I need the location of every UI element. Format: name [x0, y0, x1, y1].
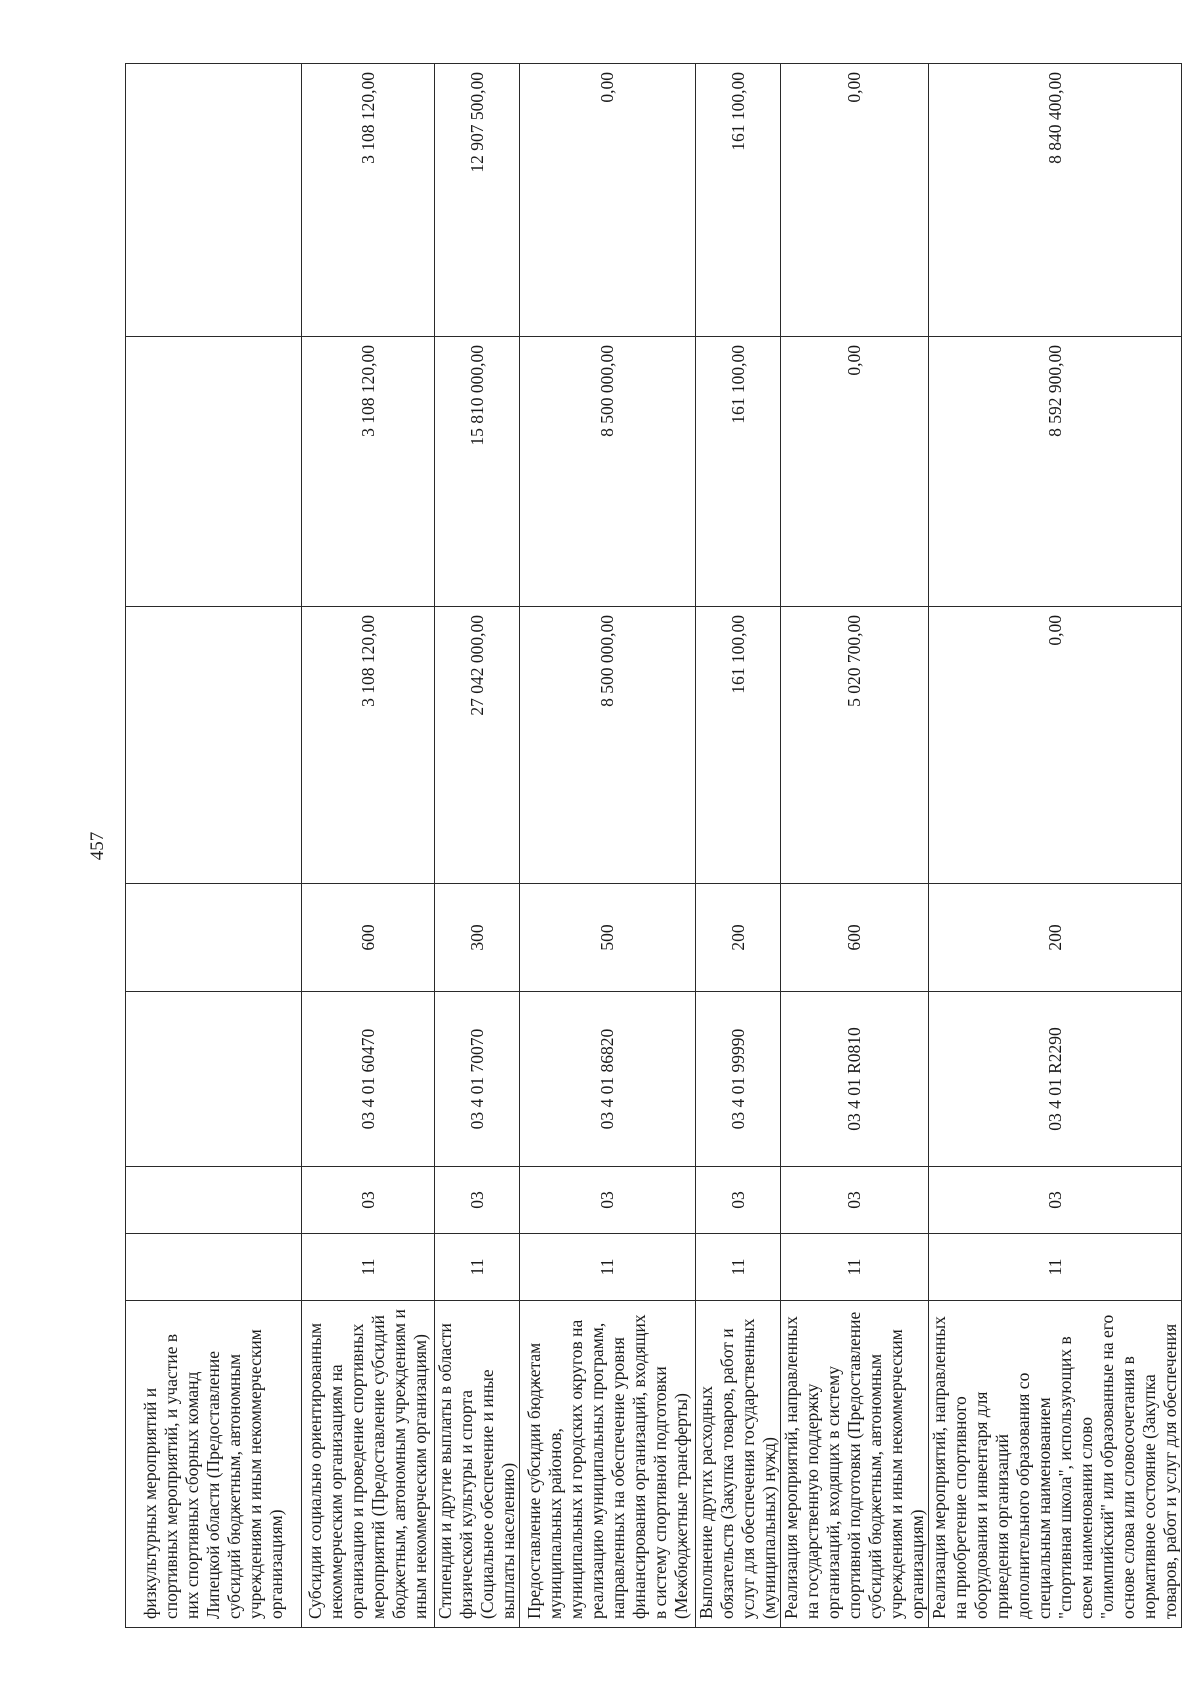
cell-description: Реализация мероприятий, направленных на государственную поддержку организаций, входящих в систему спортивной подготовки (Предоставление субсидий бюджетным, автономным учреждениям и иным некоммерческим организациям) — [781, 1301, 929, 1628]
cell-amount-3: 161 100,00 — [696, 64, 781, 337]
cell-amount-2: 15 810 000,00 — [435, 337, 520, 607]
cell-subsection: 03 — [929, 1167, 1182, 1234]
cell-expense-type: 500 — [520, 884, 696, 992]
cell-amount-3: 12 907 500,00 — [435, 64, 520, 337]
cell-expense-type: 600 — [302, 884, 435, 992]
page-number — [87, 831, 108, 861]
cell-section — [126, 1234, 302, 1301]
cell-expense-type: 200 — [696, 884, 781, 992]
table-row — [781, 64, 929, 1628]
cell-section: 11 — [302, 1234, 435, 1301]
cell-description: физкультурных мероприятий и спортивных мероприятий, и участие в них спортивных сборных команд Липецкой области (Предоставление субсидий бюджетным, автономным учреждениям и иным некоммерческим организациям) — [126, 1301, 302, 1628]
cell-description: Выполнение других расходных обязательств (Закупка товаров, работ и услуг для обеспечения государственных (муниципальных) нужд) — [696, 1301, 781, 1628]
cell-section: 11 — [929, 1234, 1182, 1301]
cell-subsection: 03 — [520, 1167, 696, 1234]
cell-subsection — [126, 1167, 302, 1234]
table-row — [126, 64, 302, 1628]
cell-description: Субсидии социально ориентированным некоммерческим организациям на организацию и проведение спортивных мероприятий (Предоставление субсидий бюджетным, автономным учреждениям и иным некоммерческим организациям) — [302, 1301, 435, 1628]
page-number-text: 457 — [87, 831, 108, 861]
table-row — [302, 64, 435, 1628]
cell-subsection: 03 — [302, 1167, 435, 1234]
table-row — [435, 64, 520, 1628]
budget-table-wrapper — [125, 64, 1180, 1628]
cell-expense-type: 300 — [435, 884, 520, 992]
cell-amount-1 — [126, 607, 302, 884]
cell-description: Предоставление субсидии бюджетам муниципальных районов, муниципальных и городских округов на реализацию муниципальных программ, направленных на обеспечение уровня финансирования организаций, входящих в систему спортивной подготовки (Межбюджетные трансферты) — [520, 1301, 696, 1628]
cell-amount-1: 8 500 000,00 — [520, 607, 696, 884]
cell-amount-3 — [126, 64, 302, 337]
cell-section: 11 — [520, 1234, 696, 1301]
cell-expense-type — [126, 884, 302, 992]
cell-description: Стипендии и другие выплаты в области физической культуры и спорта (Социальное обеспечение и иные выплаты населению) — [435, 1301, 520, 1628]
cell-amount-3: 0,00 — [520, 64, 696, 337]
cell-amount-1: 3 108 120,00 — [302, 607, 435, 884]
cell-target: 03 4 01 86820 — [520, 992, 696, 1167]
budget-table — [125, 63, 1182, 1628]
cell-subsection: 03 — [696, 1167, 781, 1234]
cell-amount-3: 3 108 120,00 — [302, 64, 435, 337]
cell-section: 11 — [696, 1234, 781, 1301]
cell-amount-2: 8 500 000,00 — [520, 337, 696, 607]
cell-amount-2: 3 108 120,00 — [302, 337, 435, 607]
cell-amount-2 — [126, 337, 302, 607]
cell-amount-1: 161 100,00 — [696, 607, 781, 884]
cell-amount-3: 0,00 — [781, 64, 929, 337]
cell-amount-2: 161 100,00 — [696, 337, 781, 607]
cell-section: 11 — [781, 1234, 929, 1301]
table-row — [520, 64, 696, 1628]
cell-target: 03 4 01 99990 — [696, 992, 781, 1167]
cell-expense-type: 600 — [781, 884, 929, 992]
cell-description: Реализация мероприятий, направленных на приобретение спортивного оборудования и инвентаря для приведения организаций дополнительного образования со специальным наименованием "спортивная школа", использующих в своем наименовании слово "олимпийский" или образованные на его основе слова или словосочетания в нормативное состояние (Закупка товаров, работ и услуг для обеспечения — [929, 1301, 1182, 1628]
cell-target: 03 4 01 R2290 — [929, 992, 1182, 1167]
cell-target: 03 4 01 70070 — [435, 992, 520, 1167]
budget-table-rotated — [125, 64, 1180, 1628]
cell-amount-2: 0,00 — [781, 337, 929, 607]
cell-target — [126, 992, 302, 1167]
cell-target: 03 4 01 R0810 — [781, 992, 929, 1167]
cell-subsection: 03 — [435, 1167, 520, 1234]
cell-amount-1: 27 042 000,00 — [435, 607, 520, 884]
cell-amount-3: 8 840 400,00 — [929, 64, 1182, 337]
cell-amount-2: 8 592 900,00 — [929, 337, 1182, 607]
cell-section: 11 — [435, 1234, 520, 1301]
cell-subsection: 03 — [781, 1167, 929, 1234]
cell-target: 03 4 01 60470 — [302, 992, 435, 1167]
cell-expense-type: 200 — [929, 884, 1182, 992]
cell-amount-1: 0,00 — [929, 607, 1182, 884]
cell-amount-1: 5 020 700,00 — [781, 607, 929, 884]
table-row — [929, 64, 1182, 1628]
table-row — [696, 64, 781, 1628]
